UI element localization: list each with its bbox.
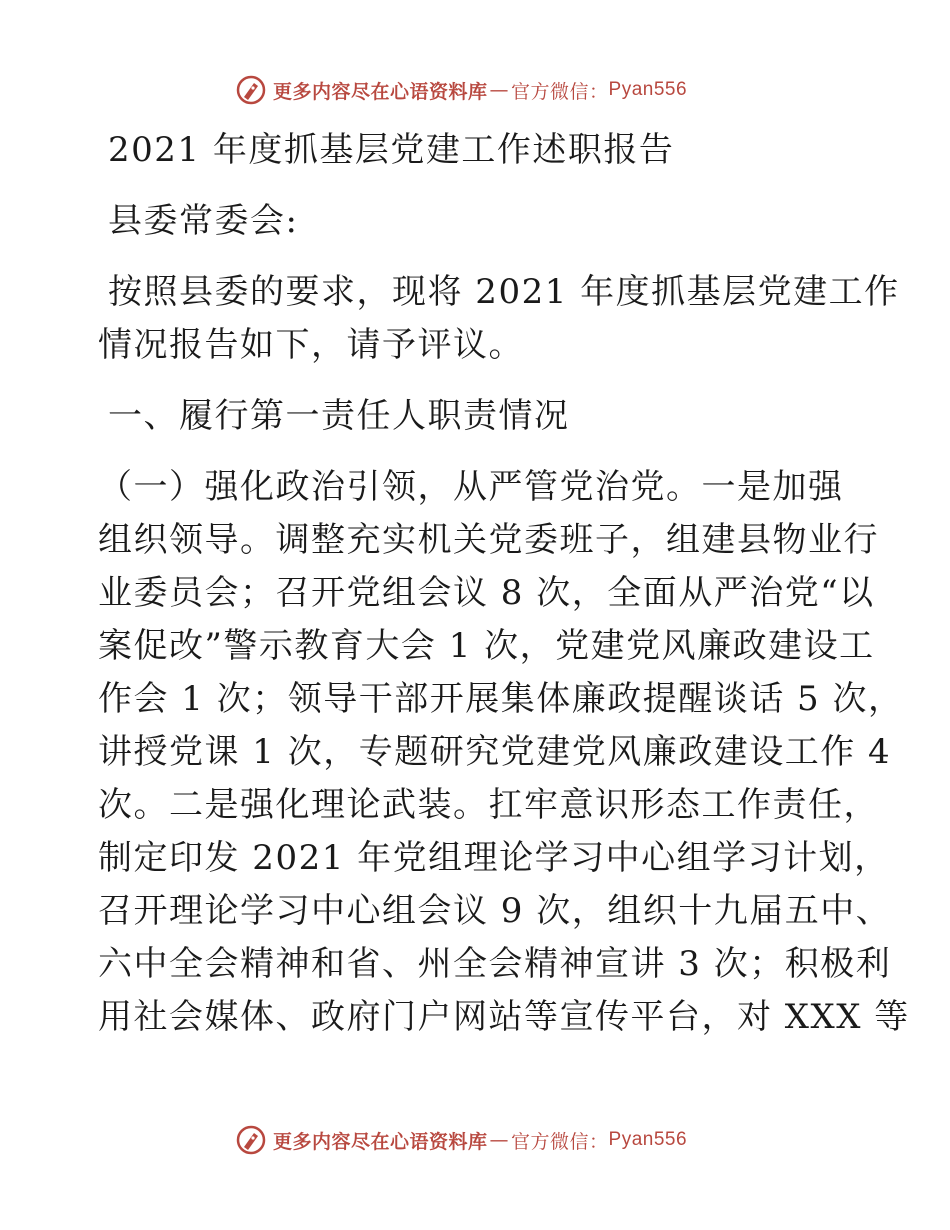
paragraph-line: 业委员会；召开党组会议 8 次，全面从严治党“以 [98, 573, 875, 613]
paragraph-line: 次。二是强化理论武装。扛牢意识形态工作责任， [98, 785, 879, 825]
watermark-separator: — [489, 79, 510, 101]
watermark-footer [235, 1124, 687, 1156]
watermark-label: 官方微信： [511, 1130, 609, 1153]
paragraph-line: 案促改”警示教育大会 1 次，党建党风廉政建设工 [98, 626, 875, 666]
section-heading: 一、履行第一责任人职责情况 [108, 396, 570, 436]
paragraph-line: （一）强化政治引领，从严管党治党。一是加强 [98, 467, 844, 507]
paragraph-line: 制定印发 2021 年党组理论学习中心组学习计划， [98, 838, 890, 878]
document-body [98, 124, 910, 1044]
paragraph [98, 461, 910, 1044]
watermark-header [235, 74, 687, 106]
pen-nib-circle-icon [235, 1124, 267, 1156]
document-title: 2021 年度抓基层党建工作述职报告 [108, 130, 675, 170]
salutation: 县委常委会: [108, 201, 299, 241]
paragraph-line: 讲授党课 1 次，专题研究党建党风廉政建设工作 4 [98, 732, 892, 772]
paragraph-line: 作会 1 次；领导干部开展集体廉政提醒谈话 5 次， [98, 679, 904, 719]
intro-line: 按照县委的要求，现将 2021 年度抓基层党建工作 [108, 272, 900, 312]
watermark-wechat-id: Pyan556 [608, 79, 688, 100]
pen-nib-circle-icon [235, 74, 267, 106]
watermark-wechat-id: Pyan556 [608, 1129, 688, 1150]
paragraph-line: 六中全会精神和省、州全会精神宣讲 3 次；积极利 [98, 944, 892, 984]
watermark-separator: — [489, 1129, 510, 1151]
watermark-brand: 更多内容尽在心语资料库 [273, 1130, 488, 1153]
watermark-label: 官方微信： [511, 80, 609, 103]
paragraph-line: 召开理论学习中心组会议 9 次，组织十九届五中、 [98, 891, 892, 931]
intro-line: 情况报告如下，请予评议。 [98, 325, 524, 365]
paragraph-line: 组织领导。调整充实机关党委班子，组建县物业行 [98, 520, 879, 560]
paragraph-line: 用社会媒体、政府门户网站等宣传平台，对 XXX 等 [98, 997, 910, 1037]
watermark-brand: 更多内容尽在心语资料库 [273, 80, 488, 103]
